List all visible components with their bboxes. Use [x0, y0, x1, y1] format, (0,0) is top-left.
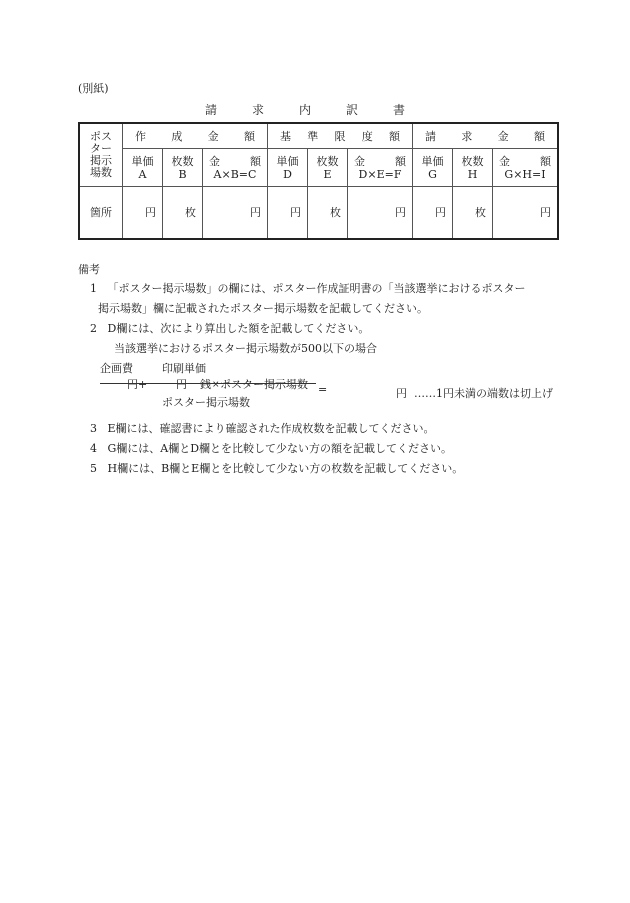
group-header-standard-limit [268, 123, 413, 149]
group-header-claim-amount [413, 123, 559, 149]
poster-sites-header-line: ポス [90, 130, 112, 143]
group-label: 基準限度額 [280, 129, 400, 143]
formula-label-planning: 企画費 [100, 362, 133, 375]
title-char: 請 [205, 103, 218, 117]
col-code: G×H=I [504, 167, 546, 181]
formula-rounding-note: ……1円未満の端数は切上げ [414, 387, 553, 400]
col-label-char: 額 [540, 154, 551, 168]
note-item-1 [90, 280, 526, 296]
formula-condition: 当該選挙におけるポスター掲示場数が500以下の場合 [114, 342, 377, 355]
col-header-b [163, 149, 203, 187]
row-label-sites: 箇所 [79, 187, 123, 240]
col-header-a [123, 149, 163, 187]
col-label: 枚数 [316, 154, 339, 168]
cell-f-amount[interactable]: 円 [348, 187, 413, 240]
cell-c-amount[interactable]: 円 [203, 187, 268, 240]
col-label: 単価 [276, 154, 299, 168]
formula-denominator: ポスター掲示場数 [162, 396, 250, 409]
col-header-f [348, 149, 413, 187]
col-label: 枚数 [461, 154, 484, 168]
invoice-breakdown-table [78, 122, 559, 240]
col-label: 枚数 [171, 154, 194, 168]
formula-equals: = [318, 383, 328, 396]
formula-times: × [212, 380, 220, 390]
poster-sites-header-line: 掲示 [90, 154, 112, 167]
col-label-char: 金 [499, 154, 510, 168]
col-label-char: 額 [395, 154, 406, 168]
formula-result-unit: 円 [396, 387, 407, 400]
note-text: G欄には、A欄とD欄とを比較して少ない方の額を記載してください。 [107, 442, 453, 455]
table-row [79, 187, 558, 240]
group-header-production-amount [123, 123, 268, 149]
table-header-row-columns [79, 149, 558, 187]
note-number: 5 [90, 462, 97, 475]
col-code: E [323, 167, 332, 181]
cell-e-quantity[interactable]: 枚 [308, 187, 348, 240]
col-code: D×E=F [358, 167, 402, 181]
col-header-d [268, 149, 308, 187]
note-text: E欄には、確認書により確認された作成枚数を記載してください。 [107, 422, 435, 435]
cell-a-unit-price[interactable]: 円 [123, 187, 163, 240]
note-text: 「ポスター掲示場数」の欄には、ポスター作成証明書の「当該選挙におけるポスター [107, 282, 526, 295]
title-char: 内 [299, 103, 312, 117]
col-header-e [308, 149, 348, 187]
attachment-label: (別紙) [78, 82, 109, 95]
group-label: 請求金額 [425, 129, 545, 143]
col-header-g [413, 149, 453, 187]
poster-sites-header [79, 123, 123, 187]
col-header-h [453, 149, 493, 187]
col-label-char: 金 [209, 154, 220, 168]
col-label: 単価 [131, 154, 154, 168]
table-header-row-groups [79, 123, 558, 149]
formula-yen-plus: 円+ [127, 378, 148, 391]
col-header-i [493, 149, 559, 187]
note-text: D欄には、次により算出した額を記載してください。 [107, 322, 370, 335]
note-item-1-continued: 掲示場数」欄に記載されたポスター掲示場数を記載してください。 [98, 302, 428, 315]
note-number: 1 [90, 282, 97, 295]
poster-sites-header-line: 場数 [90, 166, 112, 179]
col-header-c [203, 149, 268, 187]
poster-sites-header-line: ター [90, 142, 112, 155]
title-char: 訳 [346, 103, 359, 117]
note-item-2 [90, 320, 369, 336]
title-char: 求 [252, 103, 265, 117]
col-code: A×B=C [213, 167, 257, 181]
col-code: H [467, 167, 478, 181]
cell-g-unit-price[interactable]: 円 [413, 187, 453, 240]
note-item-3 [90, 420, 435, 436]
col-code: D [283, 167, 292, 181]
col-label: 単価 [421, 154, 444, 168]
document-title [205, 101, 440, 118]
note-item-4 [90, 440, 452, 456]
cell-h-quantity[interactable]: 枚 [453, 187, 493, 240]
title-char: 書 [393, 103, 406, 117]
col-code: G [428, 167, 437, 181]
cell-b-quantity[interactable]: 枚 [163, 187, 203, 240]
cell-d-unit-price[interactable]: 円 [268, 187, 308, 240]
col-code: A [138, 167, 147, 181]
formula-sen: 銭 [200, 378, 211, 391]
col-label-char: 金 [354, 154, 365, 168]
note-text: H欄には、B欄とE欄とを比較して少ない方の枚数を記載してください。 [107, 462, 464, 475]
formula-yen: 円 [176, 378, 187, 391]
formula-numerator-sites: ポスター掲示場数 [220, 378, 308, 391]
group-label: 作成金額 [135, 129, 255, 143]
cell-i-amount[interactable]: 円 [493, 187, 559, 240]
formula-label-print: 印刷単価 [162, 362, 206, 375]
note-item-5 [90, 460, 463, 476]
note-number: 4 [90, 442, 97, 455]
col-label-char: 額 [250, 154, 261, 168]
fraction-bar [100, 383, 316, 384]
notes-title: 備考 [78, 263, 100, 276]
note-number: 3 [90, 422, 97, 435]
col-code: B [178, 167, 187, 181]
note-number: 2 [90, 322, 97, 335]
